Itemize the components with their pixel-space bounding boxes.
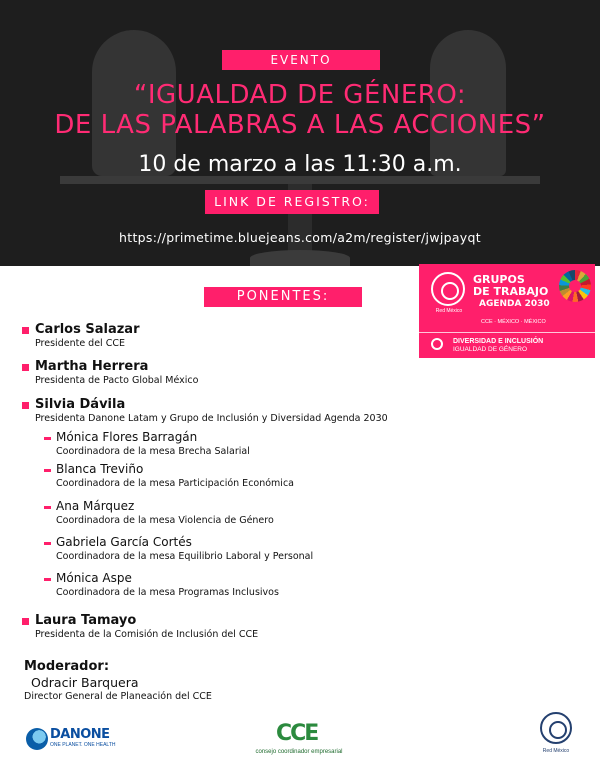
dash-icon (44, 437, 51, 440)
badge-title-line1: GRUPOS (473, 273, 525, 286)
moderator-name: Odracir Barquera (31, 675, 139, 690)
moderator-label: Moderador: (24, 659, 110, 674)
dash-icon (44, 542, 51, 545)
event-title-line2: DE LAS PALABRAS A LAS ACCIONES” (54, 110, 546, 140)
speakers-label: PONENTES: (204, 287, 362, 307)
badge-strip-title: DIVERSIDAD E INCLUSIÓN (453, 338, 544, 345)
scale-base (250, 250, 350, 266)
cce-logo (254, 722, 344, 762)
global-compact-caption: Red México (435, 308, 463, 314)
coordinator-role: Coordinadora de la mesa Brecha Salarial (56, 446, 250, 457)
hero-banner (0, 0, 600, 266)
coordinator-role: Coordinadora de la mesa Programas Inclusivos (56, 587, 279, 598)
badge-title-line3: AGENDA 2030 (479, 299, 550, 309)
speaker-name: Carlos Salazar (35, 322, 140, 337)
dash-icon (44, 578, 51, 581)
moderator-role: Director General de Planeación del CCE (24, 691, 212, 702)
dash-icon (44, 469, 51, 472)
badge-strip-subtitle: IGUALDAD DE GÉNERO (453, 346, 528, 353)
coordinator-name: Mónica Aspe (56, 571, 132, 585)
coordinator-name: Ana Márquez (56, 499, 135, 513)
coordinator-role: Coordinadora de la mesa Violencia de Género (56, 515, 274, 526)
bullet-icon (22, 402, 29, 409)
speaker-role: Presidenta Danone Latam y Grupo de Inclusión y Diversidad Agenda 2030 (35, 413, 388, 424)
event-title-line1: “IGUALDAD DE GÉNERO: (133, 80, 467, 110)
danone-tagline: ONE PLANET. ONE HEALTH (50, 742, 116, 748)
speaker-name: Silvia Dávila (35, 397, 126, 412)
cce-caption: consejo coordinador empresarial (255, 749, 343, 755)
register-label: LINK DE REGISTRO: (205, 190, 379, 214)
speaker-role: Presidenta de la Comisión de Inclusión del CCE (35, 629, 259, 640)
un-global-compact-logo (536, 712, 576, 764)
coordinator-role: Coordinadora de la mesa Equilibrio Laboral y Personal (56, 551, 314, 562)
dash-icon (44, 506, 51, 509)
coordinator-name: Mónica Flores Barragán (56, 430, 198, 444)
danone-wordmark: DANONE (50, 727, 110, 742)
working-group-badge (419, 264, 595, 358)
event-date: 10 de marzo a las 11:30 a.m. (138, 152, 462, 177)
speaker-role: Presidente del CCE (35, 338, 125, 349)
partner-logos: CCE · MÉXICO · MÉXICO (481, 319, 546, 325)
badge-title-line2: DE TRABAJO (473, 285, 549, 298)
coordinator-role: Coordinadora de la mesa Participación Económica (56, 478, 294, 489)
global-compact-logo-icon (431, 272, 465, 306)
register-link[interactable]: https://primetime.bluejeans.com/a2m/register/jwjpayqt (119, 230, 481, 245)
coordinator-name: Blanca Treviño (56, 462, 144, 476)
cce-symbol: CCE (276, 721, 318, 746)
badge-strip (419, 332, 595, 358)
bullet-icon (22, 618, 29, 625)
event-label: EVENTO (222, 50, 380, 70)
coordinator-name: Gabriela García Cortés (56, 535, 192, 549)
speaker-name: Martha Herrera (35, 359, 149, 374)
ungc-caption: Red México (542, 748, 570, 754)
inclusion-icon (431, 338, 443, 350)
danone-symbol-icon (26, 728, 48, 750)
bullet-icon (22, 327, 29, 334)
speaker-name: Laura Tamayo (35, 613, 137, 628)
speaker-role: Presidenta de Pacto Global México (35, 375, 199, 386)
danone-logo (26, 726, 126, 754)
sdg-wheel-icon (559, 270, 591, 302)
bullet-icon (22, 364, 29, 371)
un-global-compact-icon (540, 712, 572, 744)
